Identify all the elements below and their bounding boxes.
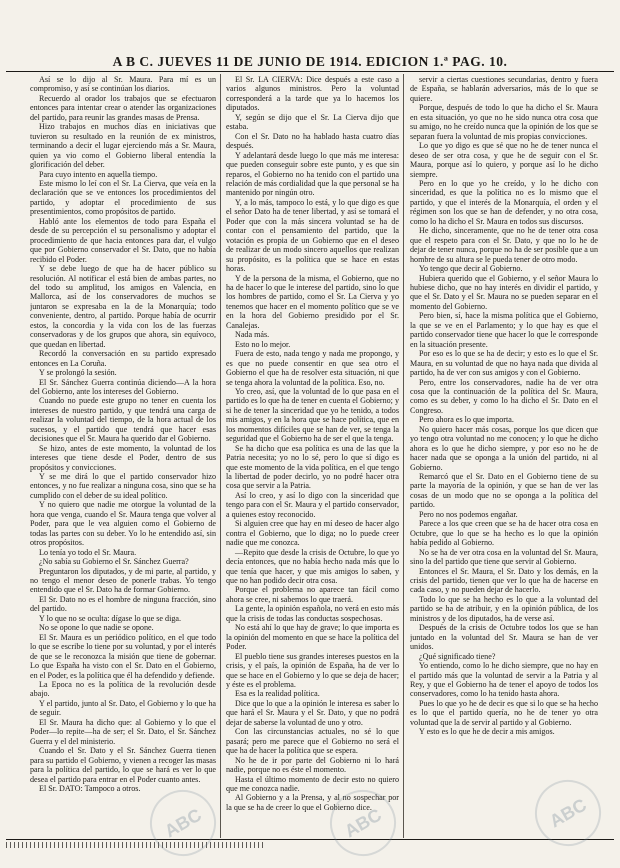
paragraph: Pero no nos podemos engañar. xyxy=(419,509,518,519)
paragraph: —Repito que desde la crisis de Octubre, lo que yo decía entonces, que no había hecho nada más que lo que tenía que hacer, y que mis amigos lo saben, y que no han podido decir otra cosa. xyxy=(226,547,399,586)
paragraph: Pues lo que yo he de decir es que si lo que se ha hecho es lo que el partido quería, no he de tener yo otra voluntad que la de servir al partido y al Gobierno. xyxy=(410,698,598,727)
paragraph: Remarcó que el Sr. Dato en el Gobierno tiene de su parte la mayoría de la opinión, y que se han de ver las cosas de un modo que no se oponga a la política del partido. xyxy=(410,472,598,510)
paragraph: Y se debe luego de que ha de hacer público su resolución. Al notificar el está bien de ambas partes, no del todo su amplitud, los amigos en Valencia, en Mallorca, así de los conservadores de muchos se juntaron se expresaba en la de la Monarquía; todo conveniente, dentro, al partido. Porque había de ocurrir estos, la concordia y la vida con los de las fuerzas conservadoras y de los grupos que ahora, sin equívoco, que quedan en libertad. xyxy=(30,264,216,349)
paragraph: No quiero hacer más cosas, porque los que dicen que yo tengo otra voluntad no me conocen; y lo que he dicho ahora es lo que he dicho siempre, y por eso no he de hacer nada que se oponga a la unión del partido, ni al Gobierno. xyxy=(410,424,598,472)
paragraph: La gente, la opinión española, no verá en esto más que la crisis de todas las conductas sospechosas. xyxy=(226,604,399,623)
paragraph: Hizo trabajos en muchos días en iniciativas que tuvieron su resultado en la reunión de ex ministros, terminando a decir el lugar ejerciendo más a Sr. Maura, quien ya vio como el Gobierno liberal entendía la glorificación del deber. xyxy=(30,122,216,170)
paragraph: Yo entiendo, como lo he dicho siempre, que no hay en el partido más que la voluntad de servir a la Patria y al Rey, y que el Gobierno ha de tener el apoyo de todos los conservadores, como lo ha tenido hasta ahora. xyxy=(410,661,598,699)
paragraph: Y lo que no se oculta: dígase lo que se diga. xyxy=(39,613,181,623)
paragraph: Se hizo, antes de este momento, la voluntad de los intereses que tiene desde el Poder, dentro de sus propósitos y convicciones. xyxy=(30,443,216,472)
paragraph: Y no quiero que nadie me otorgue la voluntad de la hora que venga, cuando el Sr. Maura tenga que volver al Poder, para que le vea alguien como el Gobierno de todas las partes con su deber. Yo lo he entendido así, sin otros propósitos. xyxy=(30,500,216,548)
paragraph: Lo que yo digo es que sé que no he de tener nunca el deseo de ser otra cosa, y que he de seguir con el Sr. Maura, porque así lo quiero, y porque así lo he dicho siempre. xyxy=(410,141,598,179)
text-column-2 xyxy=(226,75,399,835)
paragraph: El pueblo tiene sus grandes intereses puestos en la crisis, y el país, la opinión de España, ha de ver lo que se hace en el Gobierno y lo que se deja de hacer; y éste es el problema. xyxy=(226,651,399,689)
paragraph: Recordó la conversación en su partido expresado entonces en La Coruña. xyxy=(30,349,216,368)
paragraph: Recuerdo al orador los trabajos que se efectuaron entonces para intentar crear o atender las organizaciones del partido, para reunir las grandes masas de Prensa. xyxy=(30,93,216,122)
paragraph: ¿No sabía su Gobierno el Sr. Sánchez Guerra? xyxy=(39,557,189,567)
column-separator xyxy=(403,74,404,838)
paragraph: Pero, entre los conservadores, nadie ha de ver otra cosa que la continuación de la política del Sr. Maura, como es su deber, y como lo ha dicho el Sr. Dato en el Congreso. xyxy=(410,377,598,415)
paragraph: He dicho, sinceramente, que no he de tener otra cosa que el respeto para con el Sr. Dato, y que no lo he de dejar de tener nunca, porque no ha de ser posible que a un hombre de su altura se le pueda tener de otro modo. xyxy=(410,226,598,264)
paragraph: Después de la crisis de Octubre todos los que se han juntado en la voluntad del Sr. Maura se han de ver unidos. xyxy=(410,623,598,652)
masthead-rule xyxy=(6,71,614,72)
paragraph: Fuera de esto, nada tengo y nada me propongo, y es que no puede consentir en que sea otro el Gobierno el que ha de resolver esta situación, ni que se tenga ahora la voluntad de la política. Eso, no. xyxy=(226,349,399,387)
paragraph: Esto no lo mejor. xyxy=(235,339,291,349)
paragraph: No está ahí lo que hay de grave; lo que importa es la opinión del momento en que se hace la política del Poder. xyxy=(226,623,399,652)
paragraph: Dice que lo que a la opinión le interesa es saber lo que hará el Sr. Maura y el Sr. Dato, y que no podrá dejar de saberse la voluntad de uno y otro. xyxy=(226,698,399,727)
paragraph: servir a ciertas cuestiones secundarias, dentro y fuera de España, se hablarán adversarios, más de lo que se quiere. xyxy=(410,75,598,103)
paragraph: Se ha dicho que esa política es una de las que la Patria necesita; yo no lo sé, pero lo que sí digo es que este momento de la vida política, en el que tengo la libertad de poder decirlo, yo no podré hacer otra cosa que servir a la Patria. xyxy=(226,443,399,491)
paragraph: El Sr. Dato no es el hombre de ninguna fracción, sino del partido. xyxy=(30,594,216,614)
paragraph: Al Gobierno y a la Prensa, y al no sospechar por la que se ha de creer lo que el Gobierno dice. xyxy=(226,793,399,812)
column-separator xyxy=(220,74,221,838)
abc-watermark: ABC xyxy=(523,768,613,858)
abc-watermark: ABC xyxy=(318,778,408,868)
paragraph: Porque, después de todo lo que ha dicho el Sr. Maura en esta situación, yo que no he sido nunca otra cosa que su amigo, no he creído nunca que la opinión de los que se separan fuera la voluntad de mis propias convicciones. xyxy=(410,103,598,141)
masthead: A B C. JUEVES 11 DE JUNIO DE 1914. EDICION 1.ª PAG. 10. xyxy=(112,54,508,69)
paragraph: Porque el problema no aparece tan fácil como ahora se cree, ni sabemos lo que traerá. xyxy=(226,585,399,604)
abc-watermark: ABC xyxy=(138,778,228,868)
paragraph: El Sr. Maura es un periódico político, en el que todo lo que se escribe lo tiene por su voluntad, y por el interés de que se le reconozca la misión que tiene de gobernar. Lo que España ha visto con el Sr. Dato en el Gobierno, en el Poder, es la política que él ha defendido y defiende. xyxy=(30,632,216,680)
paragraph: Y el partido, junto al Sr. Dato, el Gobierno y lo que ha de seguir. xyxy=(30,698,216,718)
paragraph: Hubiera querido que el Gobierno, y el señor Maura lo hubiese dicho, que no hay interés en dividir el partido, y que el Sr. Dato y el Sr. Maura no se pueden separar en el momento del Gobierno. xyxy=(410,273,598,311)
paragraph: Pero en lo que yo he creído, y lo he dicho con sinceridad, es que la política no es lo mismo que el partido, y que el interés de la Monarquía, el orden y el régimen son los que se han de defender, y no otra cosa, como lo ha dicho el Sr. Maura en todos sus discursos. xyxy=(410,178,598,226)
paragraph: Yo tengo que decir al Gobierno. xyxy=(419,264,523,274)
paragraph: La Epoca no es la política de la revolución desde abajo. xyxy=(30,680,216,699)
paragraph: Hasta el último momento de decir esto no quiero que me conozca nadie. xyxy=(226,774,399,793)
paragraph: Este mismo lo leí con el Sr. La Cierva, que veía en la declaración que se ve entonces los procedimientos del partido, y adoptar el procedimiento de sus presentimientos, como propósitos de partido. xyxy=(30,178,216,217)
paragraph: Por eso es lo que se ha de decir; y esto es lo que el Sr. Maura, en su voluntad de que no haya nada que divida al partido, ha de ver con sus amigos y con el Gobierno. xyxy=(410,349,598,378)
text-column-3 xyxy=(410,75,598,835)
paragraph: Y se me dirá lo que el partido conservador hizo entonces, y no fue realizar a ninguna cosa, sino que se ha cumplido con el deber de su ideal político. xyxy=(30,472,216,500)
footer-rule xyxy=(6,839,614,840)
paragraph: Yo creo, así, que la voluntad de lo que pasa en el partido es lo que ha de tener en cuenta el Gobierno; y si he de tener la sinceridad que yo he tenido, a todos mis amigos, y en la hora que se hace política, que en los momentos difíciles que se han de ver, se tenga la seguridad que el Gobierno ha de ser el que la tenga. xyxy=(226,386,399,444)
text-column-1 xyxy=(30,75,216,835)
paragraph: El Sr. DATO: Tampoco a otros. xyxy=(39,783,141,793)
paragraph: El Sr. Sánchez Guerra continúa diciendo—A la hora del Gobierno, ante los intereses del Gobierno. xyxy=(30,377,216,396)
paragraph: Pero bien, sí, hace la misma política que el Gobierno, la que se ve en el Parlamento; y lo que hay es que el partido conservador tiene que hacer lo que le corresponde en la situación presente. xyxy=(410,311,598,349)
paragraph: Así lo creo, y así lo digo con la sinceridad que tengo para con el Sr. Maura y el partido conservador, a quienes estoy reconocido. xyxy=(226,490,399,519)
paragraph: No se opone lo que nadie se opone. xyxy=(39,623,154,633)
paragraph: Nada más. xyxy=(235,330,270,340)
paragraph: Y, a lo más, tampoco lo está, y lo que digo es que el señor Dato ha de tener libertad, y así se tomará el Poder que con la más sincera voluntad se ha de contar con el pensamiento del partido, que la votación es propia de un Gobierno que en el deseo de realizar de un modo sincero aquellos que realizan su propósito, es la política que se hace en estas horas. xyxy=(226,197,399,274)
paragraph: Entonces el Sr. Maura, el Sr. Dato y los demás, en la crisis del partido, tienen que ver lo que ha de hacerse en cada caso, y no pueden dejar de hacerlo. xyxy=(410,566,598,595)
paragraph: Habló ante los elementos de todo para España el desde de su percepción el su personalismo y adoptar el procedimiento de que hacia entonces para dar, el vulgo que por Gobierno conservador el Sr. Dato, que no había recibido el Poder. xyxy=(30,216,216,264)
paragraph: Si alguien cree que hay en mí deseo de hacer algo contra el Gobierno, que lo diga; no lo puede creer nadie que me conozca. xyxy=(226,519,399,548)
paragraph: Cuando el Sr. Dato y el Sr. Sánchez Guerra tienen para su partido el Gobierno, y vienen a recoger las masas para la política del partido, lo que se hará es ver lo que desea el partido para entrar en el Poder cuanto antes. xyxy=(30,746,216,784)
paragraph: Y esto es lo que he de decir a mis amigos. xyxy=(419,727,555,737)
paragraph: Y se prolongó la sesión. xyxy=(39,368,117,378)
paragraph: ¿Qué significado tiene? xyxy=(419,651,496,661)
paragraph: Y de la persona de la misma, el Gobierno, que no ha de hacer lo que le interese del partido, sino lo que los hombres de partido, como el Sr. La Cierva y yo tenemos que hacer en el momento político que se ve en la hora del Gobierno presidido por el Sr. Canalejas. xyxy=(226,273,399,330)
paragraph: Con las circunstancias actuales, no sé lo que pasará; pero me parece que el Gobierno no será el que ha de hacer la política que se espera. xyxy=(226,727,399,756)
paragraph: El Sr. Maura ha dicho que: al Gobierno y lo que el Poder—lo repite—ha de ser; el Sr. Dato, el Sr. Sánchez Guerra y el del ministerio. xyxy=(30,717,216,746)
scan-ruler xyxy=(6,842,266,848)
paragraph: Y adelantará desde luego lo que más me interesa: que pueden conseguir sobre este punto, y es que sin reparos, el Gobierno no ha tenido con el partido una relación de más cordialidad que la que personal se ha mantenido por ningún otro. xyxy=(226,150,399,198)
paragraph: Esa es la realidad política. xyxy=(235,689,320,699)
paragraph: Preguntaron los diputados, y de mi parte, al partido, y no tengo el menor deseo de ponerle trabas. Yo tengo entendido que el Sr. Dato ha de formar Gobierno. xyxy=(30,566,216,595)
paragraph: Lo tenía yo todo el Sr. Maura. xyxy=(39,547,137,557)
paragraph: Cuando no puede este grupo no tener en cuenta los intereses de nuestro partido, y que tendrá una carga de realizar la voluntad del tiempo, de la hora actual de los sucesos, y el partido que tendrá que hacer esas decisiones que el Sr. Maura ha querido dar el Gobierno. xyxy=(30,396,216,444)
paragraph: Para cuyo intento en aquella tiempo. xyxy=(39,169,158,179)
paragraph: El Sr. LA CIERVA: Dice después a este caso a varios algunos ministros. Pero la voluntad corresponderá a la tarde que ya lo hacemos los diputados. xyxy=(226,75,399,113)
paragraph: Así se lo dijo al Sr. Maura. Para mí es un compromiso, y así se continúan los diarios. xyxy=(30,75,216,94)
paragraph: No he de ir por parte del Gobierno ni lo hará nadie, porque no es éste el momento. xyxy=(226,755,399,775)
paragraph: Parece a los que creen que se ha de hacer otra cosa en Octubre, que lo que se ha hecho es lo que la opinión había pedido al Gobierno. xyxy=(410,519,598,548)
paragraph: Pero ahora es lo que importa. xyxy=(419,415,514,425)
paragraph: Todo lo que se ha hecho es lo que a la voluntad del partido se ha de atribuir, y en la opinión pública, de los ministros y de los diputados, ha de verse así. xyxy=(410,594,598,623)
paragraph: No se ha de ver otra cosa en la voluntad del Sr. Maura, sino la del partido que tiene que servir al Gobierno. xyxy=(410,547,598,567)
paragraph: Y, según se dijo que el Sr. La Cierva dijo que estaba. xyxy=(226,112,399,132)
paragraph: Con el Sr. Dato no ha hablado hasta cuatro días después. xyxy=(226,131,399,151)
